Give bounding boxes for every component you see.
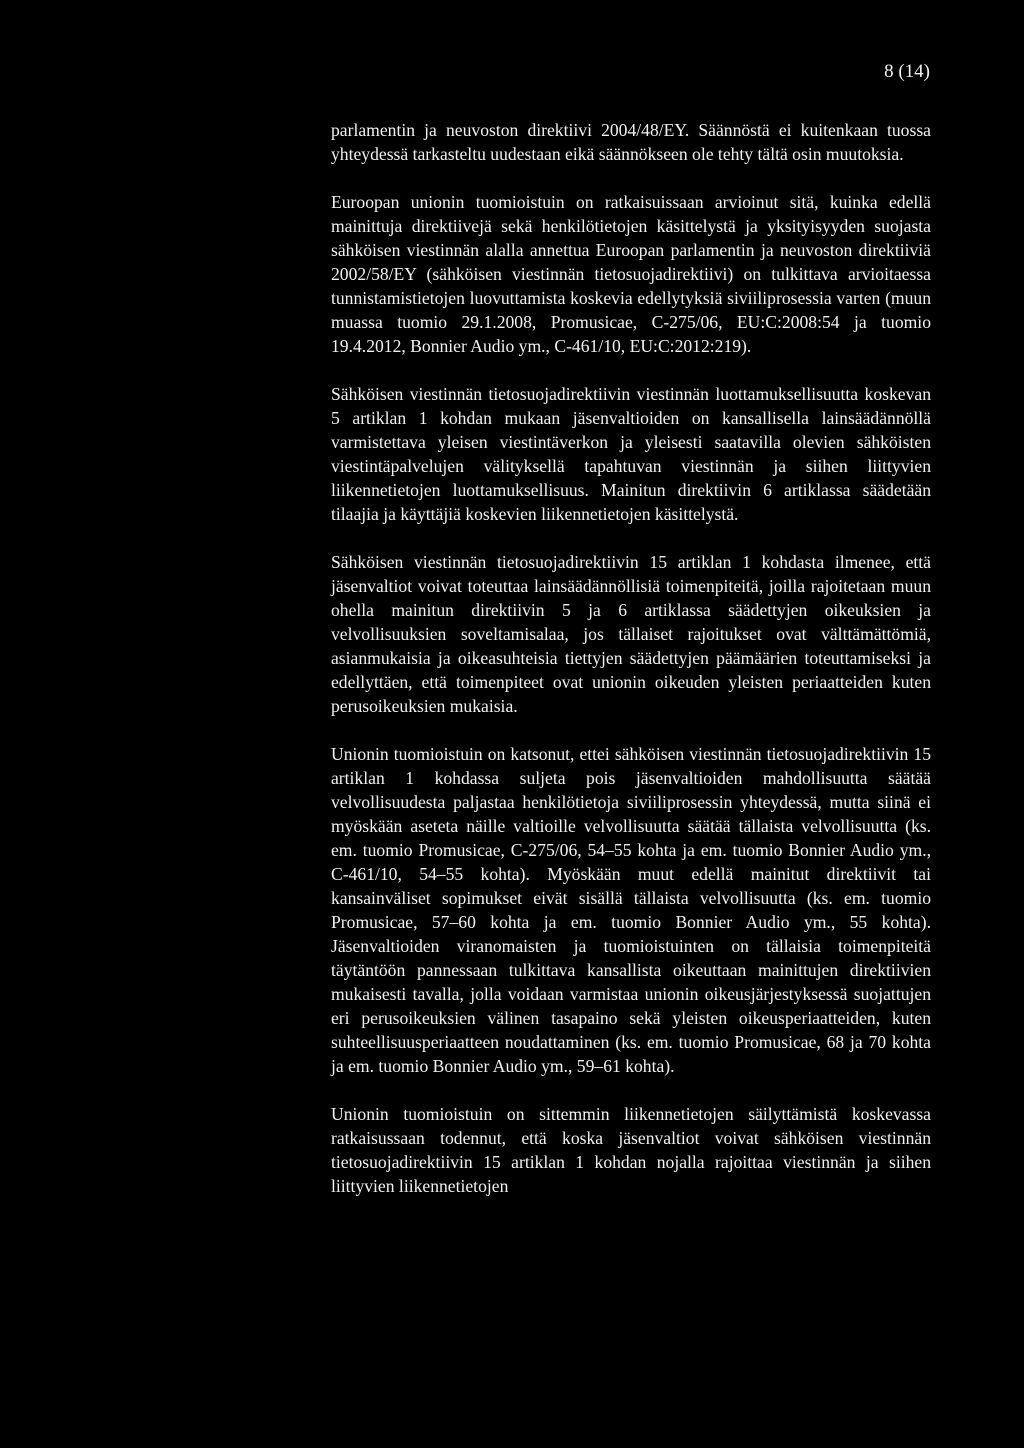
paragraph: Euroopan unionin tuomioistuin on ratkaisuissaan arvioinut sitä, kuinka edellä mainittuja direktiivejä sekä henkilötietojen käsittelystä ja yksityisyyden suojasta sähköisen viestinnän alalla annettua Euroopan parlamentin ja neuvoston direktiiviä 2002/58/EY (sähköisen viestinnän tietosuojadirektiivi) on tulkittava arvioitaessa tunnistamistietojen luovuttamista koskevia edellytyksiä siviiliprosessia varten (muun muassa tuomio 29.1.2008, Promusicae, C-275/06, EU:C:2008:54 ja tuomio 19.4.2012, Bonnier Audio ym., C-461/10, EU:C:2012:219). bbox=[331, 192, 931, 356]
paragraph: Sähköisen viestinnän tietosuojadirektiivin 15 artiklan 1 kohdasta ilmenee, että jäsenvaltiot voivat toteuttaa lainsäädännöllisiä toimenpiteitä, joilla rajoitetaan muun ohella mainitun direktiivin 5 ja 6 artiklassa säädettyjen oikeuksien ja velvollisuuksien soveltamisalaa, jos tällaiset rajoitukset ovat välttämättömiä, asianmukaisia ja oikeasuhteisia tiettyjen säädettyjen päämäärien toteuttamiseksi ja edellyttäen, että toimenpiteet ovat unionin oikeuden yleisten periaatteiden kuten perusoikeuksien mukaisia. bbox=[331, 552, 931, 716]
paragraph: parlamentin ja neuvoston direktiivi 2004/48/EY. Säännöstä ei kuitenkaan tuossa yhteydessä tarkasteltu uudestaan eikä säännökseen ole tehty tältä osin muutoksia. bbox=[331, 120, 931, 164]
document-body bbox=[331, 118, 931, 1222]
paragraph: Sähköisen viestinnän tietosuojadirektiivin viestinnän luottamuksellisuutta koskevan 5 artiklan 1 kohdan mukaan jäsenvaltioiden on kansallisella lainsäädännöllä varmistettava yleisen viestintäverkon ja yleisesti saatavilla olevien sähköisten viestintäpalvelujen välityksellä tapahtuvan viestinnän ja siihen liittyvien liikennetietojen luottamuksellisuus. Mainitun direktiivin 6 artiklassa säädetään tilaajia ja käyttäjiä koskevien liikennetietojen käsittelystä. bbox=[331, 384, 931, 524]
paragraph: Unionin tuomioistuin on sittemmin liikennetietojen säilyttämistä koskevassa ratkaisussaan todennut, että koska jäsenvaltiot voivat sähköisen viestinnän tietosuojadirektiivin 15 artiklan 1 kohdan nojalla rajoittaa viestinnän ja siihen liittyvien liikennetietojen bbox=[331, 1104, 931, 1196]
page-number: 8 (14) bbox=[884, 61, 930, 82]
paragraph: Unionin tuomioistuin on katsonut, ettei sähköisen viestinnän tietosuojadirektiivin 15 artiklan 1 kohdassa suljeta pois jäsenvaltioiden mahdollisuutta säätää velvollisuudesta paljastaa henkilötietoja siviiliprosessin yhteydessä, mutta siinä ei myöskään aseteta näille valtioille velvollisuutta säätää tällaista velvollisuutta (ks. em. tuomio Promusicae, C-275/06, 54–55 kohta ja em. tuomio Bonnier Audio ym., C-461/10, 54–55 kohta). Myöskään muut edellä mainitut direktiivit tai kansainväliset sopimukset eivät sisällä tällaista velvollisuutta (ks. em. tuomio Promusicae, 57–60 kohta ja em. tuomio Bonnier Audio ym., 55 kohta). Jäsenvaltioiden viranomaisten ja tuomioistuinten on tällaisia toimenpiteitä täytäntöön pannessaan tulkittava kansallista oikeuttaan mainittujen direktiivien mukaisesti tavalla, jolla voidaan varmistaa unionin oikeusjärjestyksessä suojattujen eri perusoikeuksien välinen tasapaino sekä yleisten oikeusperiaatteiden, kuten suhteellisuusperiaatteen noudattaminen (ks. em. tuomio Promusicae, 68 ja 70 kohta ja em. tuomio Bonnier Audio ym., 59–61 kohta). bbox=[331, 744, 931, 1076]
